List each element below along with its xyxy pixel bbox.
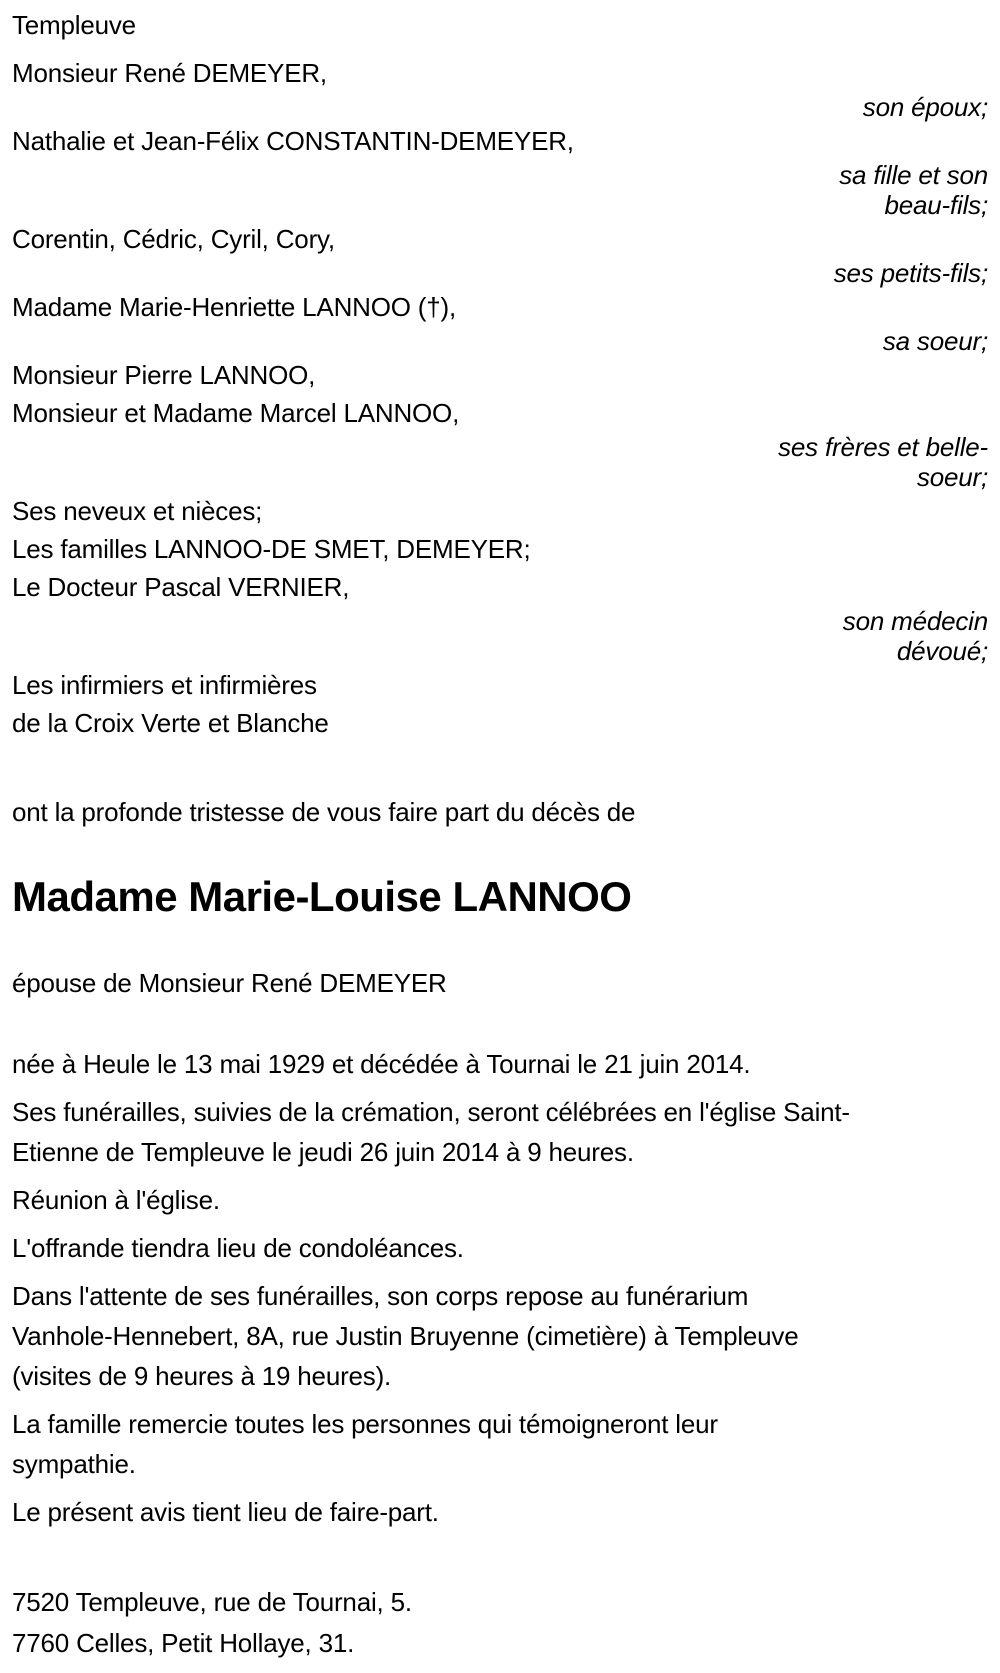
addresses xyxy=(12,1582,988,1664)
notice-paragraph-line: (visites de 9 heures à 19 heures). xyxy=(12,1361,392,1391)
mourner-entry xyxy=(12,492,988,666)
mourner-relation xyxy=(12,92,988,122)
mourner-name-line: Le Docteur Pascal VERNIER, xyxy=(12,572,350,602)
notice-paragraph-line: Etienne de Templeuve le jeudi 26 juin 2014 à 9 heures. xyxy=(12,1137,634,1167)
mourner-name-line: Monsieur Pierre LANNOO, xyxy=(12,360,316,390)
notice-paragraph-line: L'offrande tiendra lieu de condoléances. xyxy=(12,1233,464,1263)
notice-paragraph xyxy=(12,1228,988,1268)
notice-paragraph-line: La famille remercie toutes les personnes qui témoigneront leur xyxy=(12,1409,718,1439)
notice-paragraph-line: sympathie. xyxy=(12,1449,136,1479)
relation-line: dévoué; xyxy=(896,636,988,666)
notice-paragraph-line: Réunion à l'église. xyxy=(12,1185,220,1215)
mourner-relation xyxy=(12,606,988,666)
notice-paragraph xyxy=(12,1044,988,1084)
mourner-name-line: Les infirmiers et infirmières xyxy=(12,670,317,700)
deceased-name: Madame Marie-Louise LANNOO xyxy=(12,873,632,920)
relation-line: son médecin xyxy=(842,606,988,636)
notice-paragraph xyxy=(12,1404,988,1484)
city-line: Templeuve xyxy=(12,10,136,40)
notice-paragraph xyxy=(12,1092,988,1172)
notice-paragraph-line: Dans l'attente de ses funérailles, son corps repose au funérarium xyxy=(12,1281,749,1311)
mourners-list xyxy=(12,54,988,742)
mourner-name-line: Corentin, Cédric, Cyril, Cory, xyxy=(12,224,335,254)
notice-paragraph-line: née à Heule le 13 mai 1929 et décédée à Tournai le 21 juin 2014. xyxy=(12,1049,751,1079)
mourner-name-line: Nathalie et Jean-Félix CONSTANTIN-DEMEYER, xyxy=(12,126,574,156)
mourner-name-line: Monsieur et Madame Marcel LANNOO, xyxy=(12,398,460,428)
mourner-entry xyxy=(12,356,988,492)
mourner-relation xyxy=(12,326,988,356)
mourner-entry xyxy=(12,122,988,220)
mourner-name-line: Ses neveux et nièces; xyxy=(12,496,263,526)
mourner-relation xyxy=(12,160,988,220)
mourner-name-line: Les familles LANNOO-DE SMET, DEMEYER; xyxy=(12,534,531,564)
mourner-entry xyxy=(12,666,988,742)
intro-line: ont la profonde tristesse de vous faire part du décès de xyxy=(12,797,636,827)
notice-paragraph-line: Vanhole-Hennebert, 8A, rue Justin Bruyenne (cimetière) à Templeuve xyxy=(12,1321,799,1351)
address-line: 7520 Templeuve, rue de Tournai, 5. xyxy=(12,1587,412,1617)
mourner-entry xyxy=(12,54,988,122)
relation-line: ses petits-fils; xyxy=(833,258,988,288)
relation-line: son époux; xyxy=(862,92,988,122)
mourner-entry xyxy=(12,220,988,288)
notice-paragraph xyxy=(12,1276,988,1396)
mourner-name-line: Madame Marie-Henriette LANNOO (†), xyxy=(12,292,456,322)
notice-paragraph-line: Le présent avis tient lieu de faire-part. xyxy=(12,1497,439,1527)
notice-paragraph-line: Ses funérailles, suivies de la crémation, seront célébrées en l'église Saint- xyxy=(12,1097,850,1127)
mourner-name-line: de la Croix Verte et Blanche xyxy=(12,708,329,738)
relation-line: beau-fils; xyxy=(884,190,988,220)
spouse-line: épouse de Monsieur René DEMEYER xyxy=(12,968,447,998)
mourner-relation xyxy=(12,432,988,492)
notice-paragraph xyxy=(12,1492,988,1532)
mourner-name-line: Monsieur René DEMEYER, xyxy=(12,58,327,88)
mourner-relation xyxy=(12,258,988,288)
address-line: 7760 Celles, Petit Hollaye, 31. xyxy=(12,1628,355,1658)
relation-line: sa soeur; xyxy=(882,326,988,356)
mourner-entry xyxy=(12,288,988,356)
relation-line: soeur; xyxy=(916,462,988,492)
relation-line: ses frères et belle- xyxy=(778,432,988,462)
relation-line: sa fille et son xyxy=(839,160,988,190)
notice-paragraphs xyxy=(12,1044,988,1532)
notice-paragraph xyxy=(12,1180,988,1220)
